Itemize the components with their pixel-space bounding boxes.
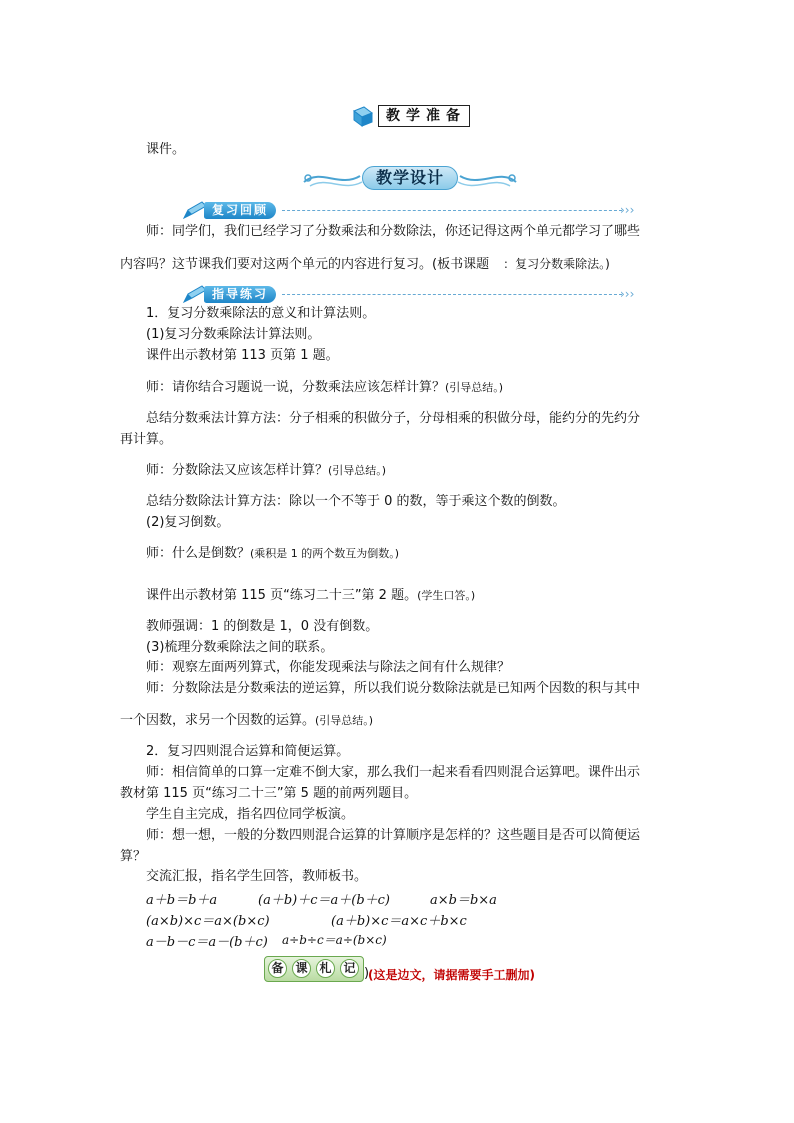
formula: a＋b＝b＋a	[146, 893, 218, 908]
practice-line: 再计算。	[120, 432, 173, 447]
notes-char: 备	[268, 959, 287, 978]
practice-line: (3)梳理分数乘除法之间的联系。	[146, 640, 334, 655]
prep-text: 课件。	[146, 142, 186, 157]
divider	[282, 210, 622, 211]
teacher-question: 师：什么是倒数？	[146, 546, 251, 561]
cube-icon	[350, 105, 374, 127]
guide-note: (引导总结。)	[445, 381, 504, 394]
teacher-question: 师：分数除法又应该怎样计算？	[146, 463, 329, 478]
paragraph-text: 一个因数，求另一个因数的运算。	[120, 713, 316, 728]
section-design-banner	[300, 162, 520, 194]
notes-char: 札	[316, 959, 335, 978]
student-note: (学生口答。)	[417, 589, 476, 602]
practice-line: 教材第 115 页“练习二十三”第 5 题的前两列题目。	[120, 786, 418, 801]
guide-note: (引导总结。)	[315, 714, 374, 727]
notes-char: 记	[340, 959, 359, 978]
board-title-text: ：复习分数乘除法。)	[503, 257, 610, 271]
section-review-header	[182, 200, 642, 220]
practice-line: 课件出示教材第 113 页第 1 题。	[146, 348, 339, 363]
prep-title: 教学准备	[378, 105, 470, 127]
notes-char: 课	[292, 959, 311, 978]
teacher-question: 师：请你结合习题说一说，分数乘法应该怎样计算？	[146, 380, 446, 395]
formula: a－b－c＝a－(b＋c)	[146, 935, 268, 950]
practice-line: 师：观察左面两列算式，你能发现乘法与除法之间有什么规律？	[146, 660, 511, 675]
practice-line: 师：相信简单的口算一定难不倒大家，那么我们一起来看看四则混合运算吧。课件出示	[146, 765, 641, 780]
courseware-text: 课件出示教材第 115 页“练习二十三”第 2 题。	[146, 588, 418, 603]
notes-bracket: )	[364, 966, 370, 981]
double-chevron-right-icon: ›››	[620, 203, 635, 217]
section-prep-banner	[350, 103, 474, 129]
review-paragraph-line1: 师：同学们，我们已经学习了分数乘法和分数除法，你还记得这两个单元都学习了哪些	[146, 224, 641, 239]
board-title-label: (板书课题	[432, 257, 490, 272]
practice-line: 师：分数除法是分数乘法的逆运算，所以我们说分数除法就是已知两个因数的积与其中	[146, 681, 641, 696]
practice-line	[120, 712, 373, 730]
lesson-notes-badge	[264, 956, 364, 982]
formula: (a＋b)＋c＝a＋(b＋c)	[258, 893, 390, 908]
practice-line: 算？	[120, 849, 147, 864]
practice-line	[146, 545, 399, 563]
formula: a×b＝b×a	[430, 893, 497, 908]
practice-line: 教师强调：1 的倒数是 1，0 没有倒数。	[146, 619, 379, 634]
review-paragraph-text: 内容吗？这节课我们要对这两个单元的内容进行复习。	[120, 257, 433, 272]
practice-tag: 指导练习	[204, 286, 276, 303]
practice-line: 1．复习分数乘除法的意义和计算法则。	[146, 306, 376, 321]
guide-note: (引导总结。)	[328, 464, 387, 477]
practice-line: 总结分数除法计算方法：除以一个不等于 0 的数，等于乘这个数的倒数。	[146, 494, 566, 509]
practice-line: (2)复习倒数。	[146, 515, 230, 530]
practice-line: 交流汇报，指名学生回答，教师板书。	[146, 869, 368, 884]
design-title: 教学设计	[362, 166, 458, 190]
practice-line: 师：想一想，一般的分数四则混合运算的计算顺序是怎样的？这些题目是否可以简便运	[146, 828, 641, 843]
formula: (a＋b)×c＝a×c＋b×c	[331, 914, 467, 929]
practice-line	[146, 462, 386, 480]
side-text-note: (这是边文，请据需要手工删加)	[368, 968, 535, 982]
practice-line	[146, 379, 503, 397]
divider	[282, 294, 622, 295]
formula: a÷b÷c＝a÷(b×c)	[282, 933, 387, 947]
practice-line: 学生自主完成，指名四位同学板演。	[146, 807, 355, 822]
review-paragraph-line2	[120, 255, 610, 274]
practice-line	[146, 587, 475, 605]
review-tag: 复习回顾	[204, 202, 276, 219]
answer-note: (乘积是 1 的两个数互为倒数。)	[250, 547, 400, 560]
practice-line: 总结分数乘法计算方法：分子相乘的积做分子，分母相乘的积做分母，能约分的先约分	[146, 411, 641, 426]
section-practice-header	[182, 284, 642, 304]
practice-line: (1)复习分数乘除法计算法则。	[146, 327, 321, 342]
formula: (a×b)×c＝a×(b×c)	[146, 914, 270, 929]
double-chevron-right-icon: ›››	[620, 287, 635, 301]
practice-line: 2．复习四则混合运算和简便运算。	[146, 744, 350, 759]
